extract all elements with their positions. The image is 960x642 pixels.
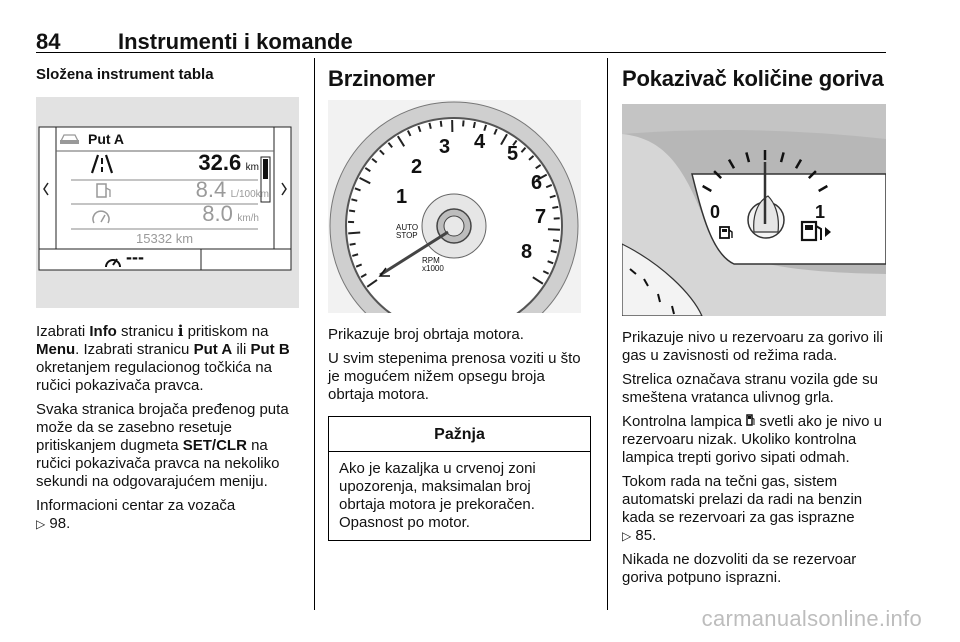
paragraph-info-page: Izabrati Info stranicu i pritiskom na Menu. Izabrati stranicu Put A ili Put B okretanjem regulacionog točkića na ručici pokazivača pravca.: [36, 322, 290, 394]
tachometer-tick: [463, 120, 464, 126]
gauge-number: 6: [531, 172, 543, 194]
gauge-number: 8: [521, 241, 533, 263]
paragraph-reference: Informacioni centar za vozača ▷ 98.: [36, 497, 236, 532]
gauge-number: 7: [535, 206, 547, 228]
tachometer-tick: [553, 240, 559, 241]
gauge-number: 1: [396, 186, 408, 208]
tachometer-tick: [349, 211, 355, 212]
paragraph-reset: Svaka stranica brojača pređenog puta može da se zasebno resetuje pritiskanjem dugmeta SET/CLR na ručici pokazivača pravca na nekoliko sekundi na odgovarajućem meniju.: [36, 401, 289, 490]
paragraph-rpm: Prikazuje broj obrtaja motora.: [328, 326, 524, 343]
gauge-number: 2: [411, 156, 423, 178]
bottom-readout: ---: [126, 247, 144, 267]
page-reference-link[interactable]: 98.: [49, 515, 71, 532]
paragraph-fuel-level: Prikazuje nivo u rezervoaru za gorivo ili gas u zavisnosti od režima rada.: [622, 329, 883, 364]
page-number: 84: [36, 29, 61, 54]
fuel-label-empty: 0: [710, 202, 721, 222]
section-title-tachometer: Brzinomer: [328, 66, 435, 91]
tachometer-tick: [552, 207, 558, 208]
paragraph-filler-side: Strelica označava stranu vozila gde su smeštena vratanca ulivnog grla.: [622, 371, 878, 406]
section-title-fuel-gauge: Pokazivač količine goriva: [622, 66, 884, 91]
column-fuel-gauge: [622, 58, 886, 593]
page-reference-link[interactable]: 85.: [635, 527, 657, 544]
column-divider-1: [314, 58, 315, 610]
tachometer-figure: [328, 100, 581, 313]
gauge-number: 3: [439, 136, 451, 158]
gauge-number: 4: [474, 131, 486, 153]
tachometer-tick: [429, 123, 430, 129]
tachometer-tick: [441, 121, 442, 127]
odometer-readout: 15332 km: [136, 231, 194, 246]
paragraph-lpg: Tokom rada na tečni gas, sistem automatski prelazi da radi na benzin kada se rezervoari za gas isprazne ▷ 85.: [622, 473, 863, 544]
page-reference-icon: ▷: [36, 517, 46, 531]
tachometer-tick: [350, 244, 356, 245]
paragraph-empty-tank: Nikada ne dozvoliti da se rezervoar goriva potpuno isprazni.: [622, 551, 857, 586]
watermark: carmanualsonline.info: [701, 606, 922, 631]
instrument-display-figure: [36, 97, 299, 308]
gauge-number: 5: [507, 143, 519, 165]
fuel-label-full: 1: [815, 202, 826, 222]
column-tachometer: [328, 58, 591, 541]
paragraph-warning-lamp: Kontrolna lampica svetli ako je nivo u rezervoaru nizak. Ukoliko kontrolna lampica trepti gorivo sipati odmah.: [622, 413, 882, 466]
column-instrument-panel: [36, 58, 299, 539]
section-subheading: Složena instrument tabla: [36, 66, 214, 83]
tachometer-tick: [348, 233, 360, 234]
auto-stop-label: AUTO STOP: [396, 223, 419, 240]
column-divider-2: [607, 58, 608, 610]
fuel-gauge-illustration: [622, 104, 886, 316]
warning-body: Ako je kazaljka u crvenoj zoni upozorenja, maksimalan broj obrtaja motora je prekoračen. Opasnost po motor.: [339, 460, 536, 531]
paragraph-gear-advice: U svim stepenima prenosa voziti u što je mogućem nižem opsegu broja obrtaja motora.: [328, 350, 581, 403]
consumption-readout: 8.4 L/100km: [195, 177, 269, 202]
warning-box: [328, 416, 591, 541]
distance-readout: 32.6 km: [198, 150, 259, 175]
page-header: [36, 29, 924, 53]
warning-heading: Pažnja: [329, 417, 590, 452]
page-reference-icon: ▷: [622, 529, 632, 543]
tachometer-tick: [474, 122, 475, 128]
rpm-label: RPM x1000: [422, 256, 444, 273]
low-fuel-lamp-icon: [746, 414, 755, 426]
speed-readout: 8.0 km/h: [202, 201, 259, 226]
display-page-name: Put A: [88, 131, 125, 147]
header-rule: [36, 52, 886, 53]
fuel-gauge-figure: [622, 104, 886, 316]
info-icon: i: [177, 322, 184, 340]
page-title: Instrumenti i komande: [118, 29, 353, 54]
